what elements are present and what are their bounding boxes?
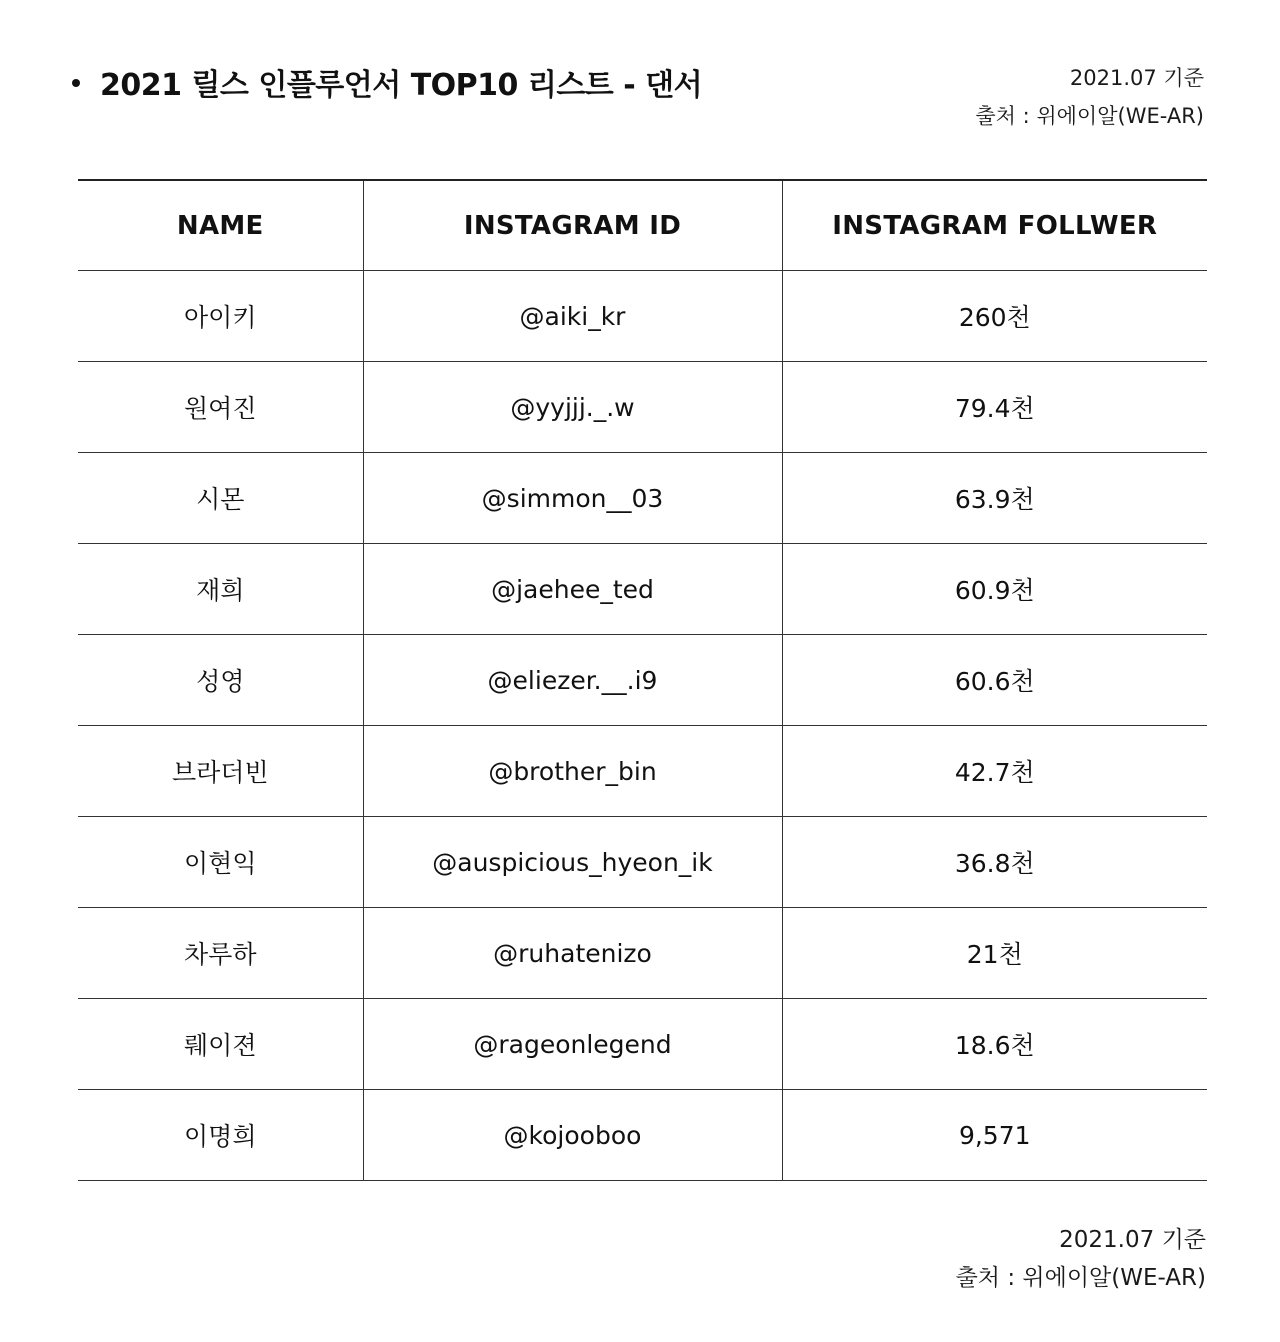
cell-follower: 60.9천 bbox=[782, 544, 1207, 635]
cell-instagram-id: @rageonlegend bbox=[363, 999, 782, 1090]
cell-follower: 21천 bbox=[782, 908, 1207, 999]
header-meta bbox=[975, 59, 1204, 135]
bullet-icon bbox=[72, 79, 80, 87]
cell-instagram-id: @aiki_kr bbox=[363, 271, 782, 362]
table-row bbox=[78, 999, 1207, 1090]
table-row bbox=[78, 453, 1207, 544]
cell-instagram-id: @brother_bin bbox=[363, 726, 782, 817]
cell-name: 이현익 bbox=[184, 849, 257, 878]
cell-follower: 36.8천 bbox=[782, 817, 1207, 908]
footer-date: 2021.07 기준 bbox=[1059, 1227, 1206, 1253]
cell-instagram-id: @auspicious_hyeon_ik bbox=[363, 817, 782, 908]
cell-instagram-id: @eliezer.__.i9 bbox=[363, 635, 782, 726]
cell-follower: 42.7천 bbox=[782, 726, 1207, 817]
column-header-name: NAME bbox=[176, 210, 264, 241]
cell-name: 차루하 bbox=[184, 940, 257, 969]
column-header-instagram-follower: INSTAGRAM FOLLWER bbox=[782, 180, 1207, 271]
cell-name: 아이키 bbox=[184, 303, 257, 332]
table-row bbox=[78, 908, 1207, 999]
cell-instagram-id: @jaehee_ted bbox=[363, 544, 782, 635]
table-row bbox=[78, 635, 1207, 726]
header-source: 출처 : 위에이알(WE-AR) bbox=[975, 104, 1204, 128]
cell-name: 재희 bbox=[196, 576, 245, 605]
footer-meta bbox=[956, 1221, 1206, 1297]
table-row bbox=[78, 362, 1207, 453]
cell-name: 뤠이젼 bbox=[184, 1031, 257, 1060]
cell-follower: 60.6천 bbox=[782, 635, 1207, 726]
cell-instagram-id: @kojooboo bbox=[363, 1090, 782, 1181]
table-row bbox=[78, 1090, 1207, 1181]
cell-instagram-id: @simmon__03 bbox=[363, 453, 782, 544]
header-date: 2021.07 기준 bbox=[1069, 66, 1204, 90]
table-row bbox=[78, 544, 1207, 635]
column-header-instagram-id: INSTAGRAM ID bbox=[363, 180, 782, 271]
cell-follower: 18.6천 bbox=[782, 999, 1207, 1090]
cell-name: 원여진 bbox=[184, 394, 257, 423]
table-row bbox=[78, 271, 1207, 362]
cell-follower: 79.4천 bbox=[782, 362, 1207, 453]
cell-name: 시몬 bbox=[196, 485, 245, 514]
table-row bbox=[78, 726, 1207, 817]
cell-instagram-id: @ruhatenizo bbox=[363, 908, 782, 999]
cell-follower: 9,571 bbox=[782, 1090, 1207, 1181]
influencer-table bbox=[78, 179, 1207, 1181]
page-title: 2021 릴스 인플루언서 TOP10 리스트 - 댄서 bbox=[100, 68, 703, 103]
cell-follower: 63.9천 bbox=[782, 453, 1207, 544]
table-header-row bbox=[78, 180, 1207, 271]
footer-source: 출처 : 위에이알(WE-AR) bbox=[955, 1265, 1206, 1291]
cell-name: 성영 bbox=[196, 667, 245, 696]
cell-name: 브라더빈 bbox=[171, 758, 269, 787]
cell-name: 이명희 bbox=[184, 1122, 257, 1151]
table-row bbox=[78, 817, 1207, 908]
cell-instagram-id: @yyjjj._.w bbox=[363, 362, 782, 453]
title-row bbox=[72, 60, 702, 104]
cell-follower: 260천 bbox=[782, 271, 1207, 362]
